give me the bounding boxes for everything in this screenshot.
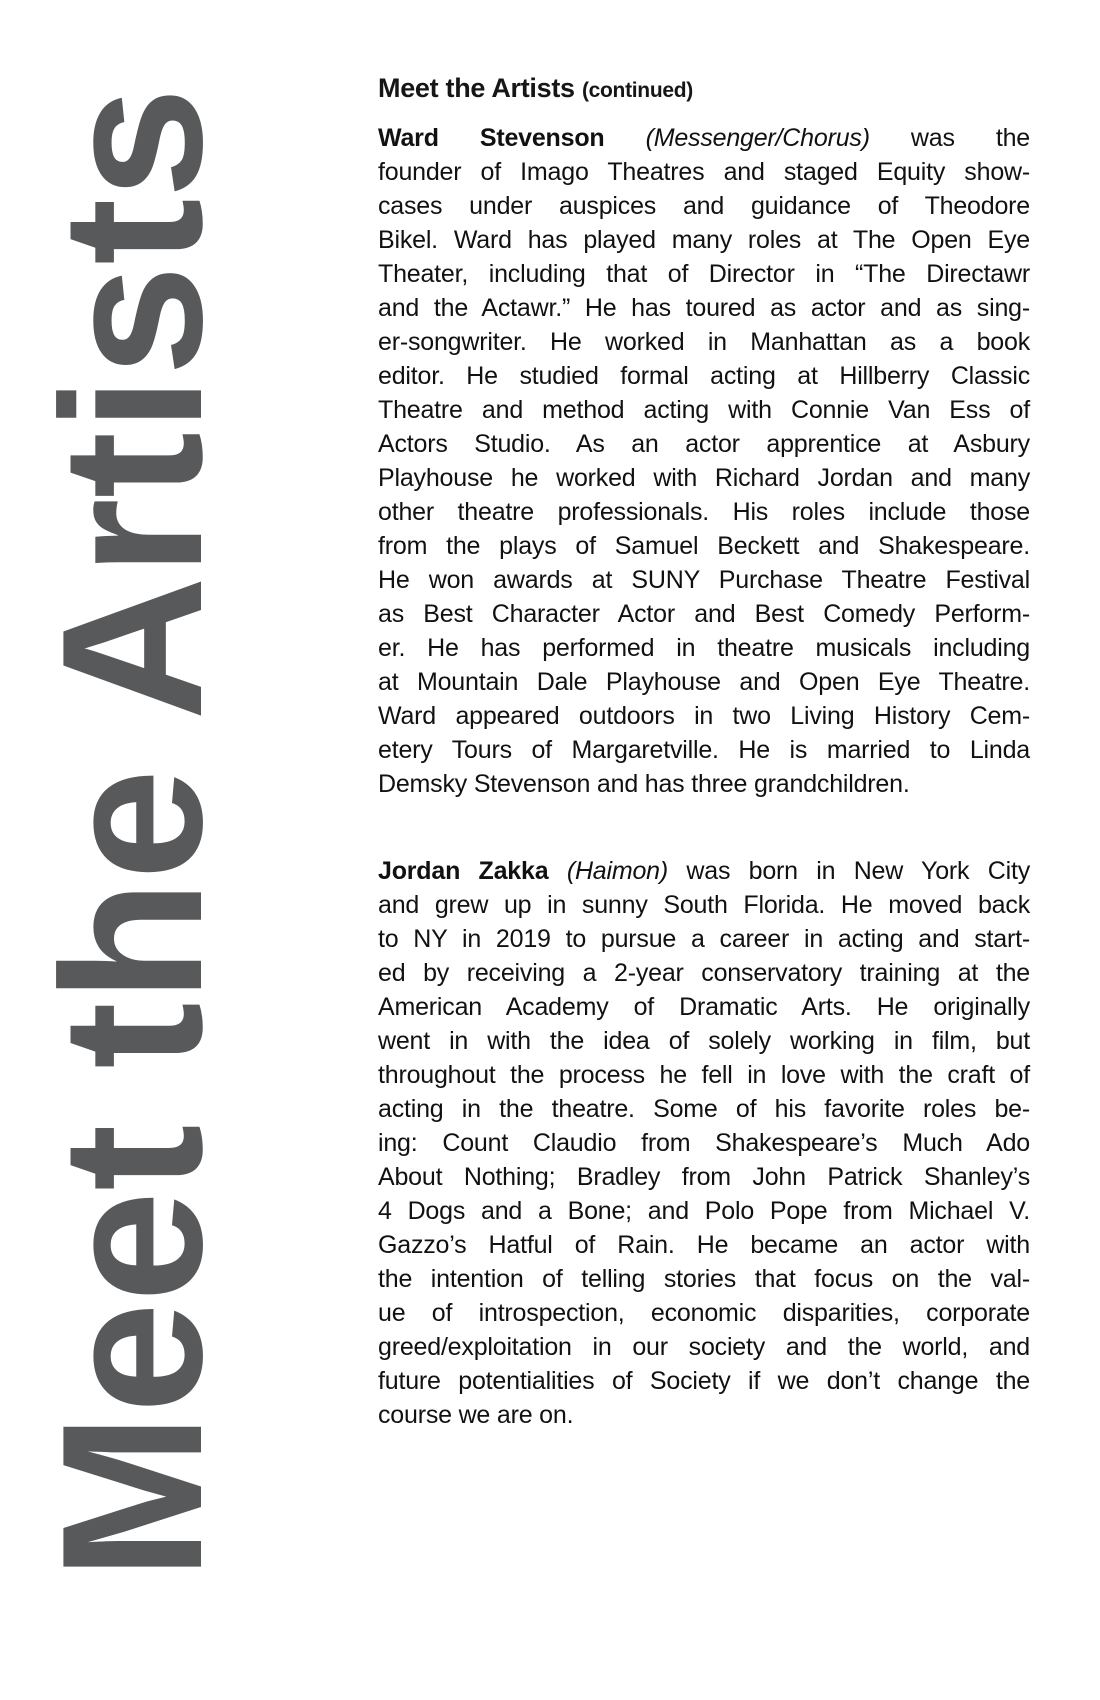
bio-line: Demsky Stevenson and has three grandchildren.	[378, 770, 910, 798]
artist-role: (Haimon)	[566, 857, 669, 885]
bio-column	[378, 121, 1030, 1432]
bio-line: founder of Imago Theatres and staged Equity show-	[378, 158, 1030, 186]
bio-line: to NY in 2019 to pursue a career in acting and start-	[378, 925, 1030, 953]
bio-line: throughout the process he fell in love with the craft of	[378, 1061, 1030, 1089]
bio-line: Actors Studio. As an actor apprentice at Asbury	[378, 430, 1030, 458]
artist-role: (Messenger/Chorus)	[645, 124, 870, 152]
bio-line: Playhouse he worked with Richard Jordan and many	[378, 464, 1030, 492]
bio-line: acting in the theatre. Some of his favorite roles be-	[378, 1095, 1030, 1123]
bio-line: from the plays of Samuel Beckett and Shakespeare.	[378, 532, 1030, 560]
bio-line: went in with the idea of solely working in film, but	[378, 1027, 1030, 1055]
bio-paragraph-ward-stevenson	[378, 121, 1030, 801]
bio-line: etery Tours of Margaretville. He is married to Linda	[378, 736, 1030, 764]
bio-line: He won awards at SUNY Purchase Theatre Festival	[378, 566, 1030, 594]
bio-line: 4 Dogs and a Bone; and Polo Pope from Michael V.	[378, 1197, 1030, 1225]
bio-line: other theatre professionals. His roles include those	[378, 498, 1030, 526]
bio-line: and the Actawr.” He has toured as actor and as sing-	[378, 294, 1030, 322]
heading-spacer	[575, 73, 582, 103]
bio-text: was the	[910, 124, 1030, 152]
bio-line: Theatre and method acting with Connie Van Ess of	[378, 396, 1030, 424]
bio-line: er-songwriter. He worked in Manhattan as a book	[378, 328, 1030, 356]
bio-line: cases under auspices and guidance of Theodore	[378, 192, 1030, 220]
bio-line: American Academy of Dramatic Arts. He originally	[378, 993, 1030, 1021]
bio-line: the intention of telling stories that focus on the val-	[378, 1265, 1030, 1293]
bio-line: Bikel. Ward has played many roles at The Open Eye	[378, 226, 1030, 254]
bio-line: greed/exploitation in our society and the world, and	[378, 1333, 1030, 1361]
section-heading-continued: (continued)	[581, 79, 693, 102]
bio-line: as Best Character Actor and Best Comedy Perform-	[378, 600, 1030, 628]
bio-line: at Mountain Dale Playhouse and Open Eye Theatre.	[378, 668, 1030, 696]
bio-line	[378, 121, 1030, 155]
bio-paragraph-jordan-zakka	[378, 854, 1030, 1432]
section-heading-title: Meet the Artists	[378, 73, 575, 103]
vertical-page-title: Meet the Artists	[21, 87, 244, 1580]
artist-name: Ward Stevenson	[378, 124, 605, 152]
bio-line: Theater, including that of Director in “The Directawr	[378, 260, 1030, 288]
bio-line: editor. He studied formal acting at Hillberry Classic	[378, 362, 1030, 390]
bio-line: future potentialities of Society if we don’t change the	[378, 1367, 1030, 1395]
bio-line: Gazzo’s Hatful of Rain. He became an actor with	[378, 1231, 1030, 1259]
bio-line: er. He has performed in theatre musicals including	[378, 634, 1030, 662]
bio-line: course we are on.	[378, 1401, 574, 1429]
artist-name: Jordan Zakka	[378, 857, 549, 885]
bio-text: was born in New York City	[686, 857, 1030, 885]
section-heading	[378, 73, 693, 104]
bio-line	[378, 854, 1030, 888]
bio-line: ed by receiving a 2-year conservatory training at the	[378, 959, 1030, 987]
bio-line: ue of introspection, economic disparities, corporate	[378, 1299, 1030, 1327]
bio-line: ing: Count Claudio from Shakespeare’s Much Ado	[378, 1129, 1030, 1157]
bio-line: and grew up in sunny South Florida. He moved back	[378, 891, 1030, 919]
bio-line: About Nothing; Bradley from John Patrick Shanley’s	[378, 1163, 1030, 1191]
bio-line: Ward appeared outdoors in two Living History Cem-	[378, 702, 1030, 730]
